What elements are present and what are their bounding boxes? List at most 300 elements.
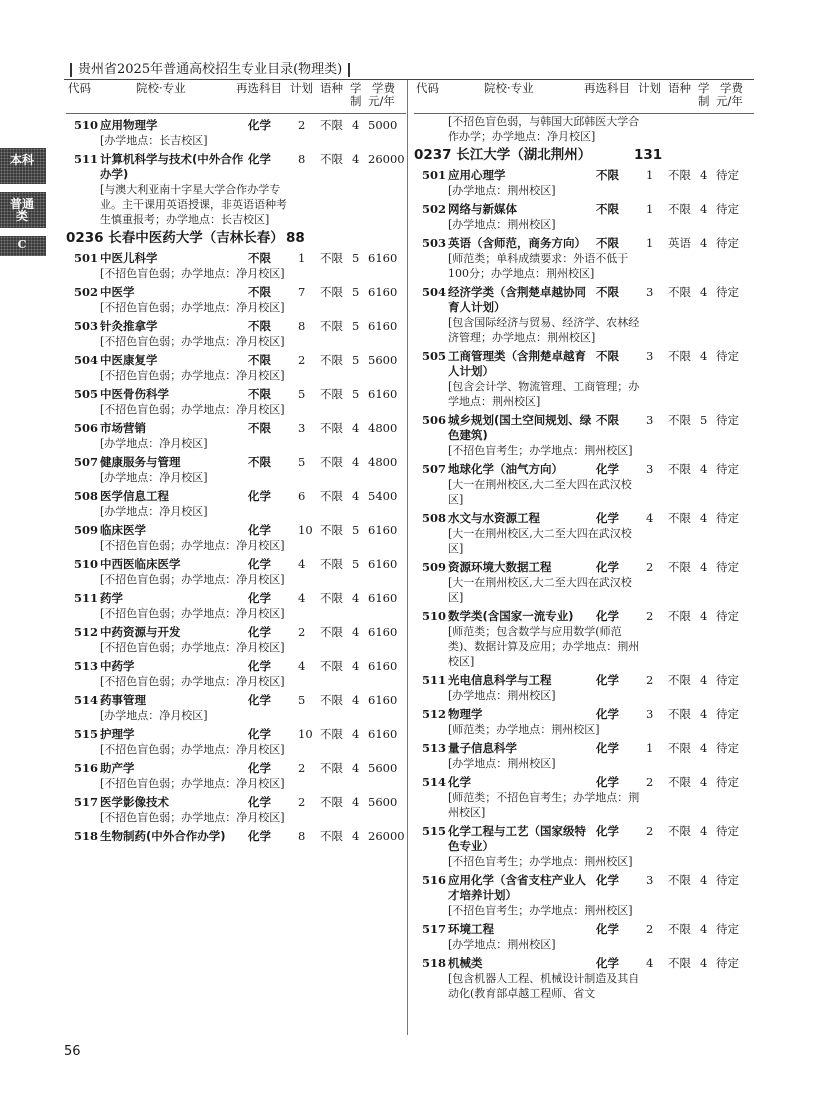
row-subj: 化学: [248, 152, 271, 166]
row-note: [包含会计学、物流管理、工商管理；办学地点：荆州校区]: [448, 380, 640, 408]
row-subj: 化学: [596, 922, 619, 936]
school-code: 0237: [414, 147, 452, 163]
row-fee: 待定: [716, 202, 739, 216]
row-note: [办学地点：净月校区]: [100, 437, 208, 450]
table-row: [414, 775, 756, 820]
row-code: 509: [74, 523, 99, 537]
side-tab-label: C: [17, 238, 27, 251]
table-row: [414, 873, 756, 918]
row-subj: 化学: [596, 511, 619, 525]
row-lang: 不限: [320, 353, 343, 367]
row-code: 509: [422, 560, 447, 574]
row-fee: 待定: [716, 673, 739, 687]
row-code: 506: [422, 413, 447, 427]
row-code: 518: [422, 956, 447, 970]
row-subj: 不限: [596, 168, 619, 182]
row-fee: 待定: [716, 413, 739, 427]
row-plan: 4: [298, 591, 306, 605]
header-bar-right: [348, 63, 350, 77]
col-fee-2: 元/年: [368, 94, 395, 108]
row-note: [不招色盲色弱，与韩国大邱韩医大学合作办学；办学地点：净月校区]: [448, 115, 640, 143]
row-subj: 化学: [248, 659, 271, 673]
row-plan: 2: [298, 625, 306, 639]
col-lang: 语种: [668, 81, 691, 95]
row-code: 507: [74, 455, 99, 469]
table-row: [66, 455, 408, 485]
row-code: 508: [422, 511, 447, 525]
col-years: 学: [350, 81, 362, 95]
row-plan: 3: [646, 285, 654, 299]
row-fee: 待定: [716, 236, 739, 250]
row-plan: 2: [646, 609, 654, 623]
table-row: [414, 922, 756, 952]
table-row: [66, 693, 408, 723]
row-code: 510: [422, 609, 447, 623]
row-yrs: 4: [352, 693, 360, 707]
row-note: [不招色盲色弱；办学地点：净月校区]: [100, 267, 285, 280]
row-yrs: 4: [700, 349, 708, 363]
row-note: [办学地点：净月校区]: [100, 471, 208, 484]
row-fee: 6160: [368, 625, 398, 639]
row-name: 资源环境大数据工程: [448, 560, 552, 574]
table-row: [414, 236, 756, 281]
row-lang: 不限: [668, 202, 691, 216]
table-row: [66, 727, 408, 757]
row-fee: 6160: [368, 659, 398, 673]
right-column: [414, 80, 756, 1001]
row-name: 环境工程: [448, 922, 494, 936]
row-fee: 6160: [368, 285, 398, 299]
row-yrs: 4: [700, 168, 708, 182]
row-plan: 3: [646, 707, 654, 721]
row-lang: 不限: [668, 609, 691, 623]
row-yrs: 4: [700, 609, 708, 623]
row-note: [办学地点：荆州校区]: [448, 218, 556, 231]
row-name: 量子信息科学: [448, 741, 517, 755]
row-plan: 7: [298, 285, 306, 299]
row-name: 应用物理学: [100, 118, 158, 132]
row-plan: 10: [298, 727, 313, 741]
row-name: 医学信息工程: [100, 489, 169, 503]
table-row: [414, 168, 756, 198]
row-lang: 不限: [668, 922, 691, 936]
row-yrs: 4: [352, 455, 360, 469]
col-fee: 学费: [720, 81, 743, 95]
row-name: 药学: [100, 591, 123, 605]
row-plan: 4: [646, 956, 654, 970]
row-yrs: 4: [352, 727, 360, 741]
col-code: 代码: [68, 81, 91, 95]
row-lang: 不限: [668, 673, 691, 687]
row-plan: 2: [646, 824, 654, 838]
table-row: [414, 560, 756, 605]
row-fee: 26000: [368, 829, 405, 843]
row-plan: 2: [298, 353, 306, 367]
row-lang: 不限: [668, 824, 691, 838]
row-name: 网络与新媒体: [448, 202, 517, 216]
row-yrs: 5: [352, 319, 360, 333]
row-lang: 不限: [320, 387, 343, 401]
row-code: 518: [74, 829, 99, 843]
row-subj: 不限: [596, 285, 619, 299]
row-lang: 不限: [668, 349, 691, 363]
row-yrs: 4: [352, 795, 360, 809]
row-plan: 6: [298, 489, 306, 503]
row-plan: 1: [646, 741, 654, 755]
row-yrs: 4: [700, 775, 708, 789]
row-name: 中医儿科学: [100, 251, 158, 265]
row-lang: 不限: [320, 489, 343, 503]
row-yrs: 5: [352, 523, 360, 537]
row-yrs: 4: [352, 591, 360, 605]
row-subj: 不限: [248, 319, 271, 333]
row-code: 512: [74, 625, 99, 639]
row-code: 502: [74, 285, 99, 299]
row-note: [不招色盲色弱；办学地点：净月校区]: [100, 539, 285, 552]
row-fee: 待定: [716, 285, 739, 299]
row-fee: 5400: [368, 489, 398, 503]
row-code: 511: [74, 152, 99, 166]
row-plan: 1: [646, 168, 654, 182]
row-yrs: 4: [700, 824, 708, 838]
row-subj: 不限: [248, 251, 271, 265]
table-row: [414, 707, 756, 737]
row-name: 光电信息科学与工程: [448, 673, 552, 687]
row-name: 中药学: [100, 659, 135, 673]
school-heading: [66, 229, 408, 247]
row-name: 市场营销: [100, 421, 146, 435]
side-tab-c: [0, 236, 46, 256]
row-subj: 不限: [248, 455, 271, 469]
row-code: 515: [74, 727, 99, 741]
row-name: 计算机科学与技术(中外合作办学): [100, 152, 244, 181]
table-row: [414, 202, 756, 232]
row-plan: 8: [298, 152, 306, 166]
row-subj: 化学: [596, 824, 619, 838]
row-code: 516: [422, 873, 447, 887]
row-plan: 10: [298, 523, 313, 537]
row-subj: 不限: [596, 413, 619, 427]
row-fee: 6160: [368, 591, 398, 605]
table-row: [66, 659, 408, 689]
row-name: 城乡规划(国土空间规划、绿色建筑): [448, 413, 592, 442]
table-row: [66, 523, 408, 553]
table-row: [414, 413, 756, 458]
row-fee: 6160: [368, 319, 398, 333]
row-yrs: 4: [700, 462, 708, 476]
row-code: 503: [74, 319, 99, 333]
row-subj: 化学: [596, 741, 619, 755]
table-row: [414, 956, 756, 1001]
row-lang: 不限: [668, 511, 691, 525]
col-years-2: 制: [350, 94, 362, 108]
row-name: 中医骨伤科学: [100, 387, 169, 401]
row-subj: 化学: [248, 625, 271, 639]
row-fee: 待定: [716, 956, 739, 970]
header-title: 贵州省2025年普通高校招生专业目录(物理类): [78, 62, 343, 77]
row-plan: 4: [298, 557, 306, 571]
row-yrs: 5: [352, 285, 360, 299]
school-name: 长春中医药大学（吉林长春）: [108, 230, 284, 246]
row-subj: 化学: [248, 829, 271, 843]
row-yrs: 4: [352, 421, 360, 435]
row-subj: 化学: [248, 727, 271, 741]
row-note: [不招色盲色弱；办学地点：净月校区]: [100, 811, 285, 824]
row-name: 物理学: [448, 707, 483, 721]
row-plan: 4: [646, 511, 654, 525]
row-yrs: 4: [352, 829, 360, 843]
col-subject: 再选科目: [584, 81, 630, 95]
table-row: [66, 319, 408, 349]
col-code: 代码: [416, 81, 439, 95]
table-row: [414, 609, 756, 669]
side-tab-putong: [0, 192, 46, 228]
row-yrs: 4: [352, 118, 360, 132]
row-name: 针灸推拿学: [100, 319, 158, 333]
row-name: 健康服务与管理: [100, 455, 181, 469]
row-name: 中药资源与开发: [100, 625, 181, 639]
row-note: [包含国际经济与贸易、经济学、农林经济管理；办学地点：荆州校区]: [448, 316, 640, 344]
row-lang: 不限: [668, 462, 691, 476]
continuation-note: [414, 114, 756, 144]
table-row: [66, 829, 408, 844]
table-row: [66, 118, 408, 148]
row-name: 机械类: [448, 956, 483, 970]
row-plan: 1: [298, 251, 306, 265]
row-code: 506: [74, 421, 99, 435]
row-fee: 待定: [716, 824, 739, 838]
row-yrs: 4: [700, 741, 708, 755]
row-subj: 不限: [248, 285, 271, 299]
row-code: 515: [422, 824, 447, 838]
row-subj: 化学: [248, 523, 271, 537]
table-row: [414, 673, 756, 703]
row-fee: 待定: [716, 707, 739, 721]
row-plan: 2: [646, 922, 654, 936]
row-note: [大一在荆州校区,大二至大四在武汉校区]: [448, 527, 632, 555]
row-fee: 6160: [368, 727, 398, 741]
row-subj: 化学: [248, 489, 271, 503]
col-lang: 语种: [320, 81, 343, 95]
row-yrs: 4: [700, 673, 708, 687]
row-subj: 化学: [596, 775, 619, 789]
row-note: [不招色盲考生；办学地点：荆州校区]: [448, 904, 633, 917]
row-lang: 不限: [320, 795, 343, 809]
row-code: 511: [422, 673, 447, 687]
row-note: [不招色盲色弱；办学地点：净月校区]: [100, 777, 285, 790]
row-lang: 不限: [320, 421, 343, 435]
table-row: [66, 251, 408, 281]
row-lang: 不限: [668, 168, 691, 182]
row-note: [办学地点：荆州校区]: [448, 689, 556, 702]
row-yrs: 5: [352, 557, 360, 571]
row-subj: 化学: [596, 462, 619, 476]
row-subj: 不限: [596, 236, 619, 250]
table-row: [414, 462, 756, 507]
row-note: [办学地点：荆州校区]: [448, 757, 556, 770]
row-plan: 4: [298, 659, 306, 673]
row-plan: 3: [298, 421, 306, 435]
col-subject: 再选科目: [236, 81, 282, 95]
row-note: [不招色盲色弱；办学地点：净月校区]: [100, 641, 285, 654]
row-plan: 3: [646, 873, 654, 887]
row-yrs: 5: [352, 387, 360, 401]
row-subj: 不限: [248, 421, 271, 435]
row-code: 514: [74, 693, 99, 707]
col-years: 学: [698, 81, 710, 95]
row-fee: 26000: [368, 152, 405, 166]
row-lang: 不限: [320, 625, 343, 639]
row-subj: 化学: [596, 560, 619, 574]
row-lang: 不限: [668, 285, 691, 299]
row-lang: 不限: [320, 319, 343, 333]
row-code: 517: [74, 795, 99, 809]
row-fee: 待定: [716, 168, 739, 182]
row-plan: 1: [646, 236, 654, 250]
row-lang: 不限: [668, 707, 691, 721]
col-plan: 计划: [638, 81, 661, 95]
table-row: [66, 285, 408, 315]
row-note: [不招色盲色弱；办学地点：净月校区]: [100, 573, 285, 586]
row-lang: 不限: [320, 523, 343, 537]
table-row: [66, 489, 408, 519]
row-name: 药事管理: [100, 693, 146, 707]
row-code: 510: [74, 118, 99, 132]
table-row: [66, 795, 408, 825]
row-plan: 2: [646, 775, 654, 789]
row-code: 505: [74, 387, 99, 401]
row-code: 504: [74, 353, 99, 367]
row-plan: 3: [646, 462, 654, 476]
row-lang: 不限: [320, 761, 343, 775]
row-yrs: 4: [352, 761, 360, 775]
row-plan: 2: [298, 118, 306, 132]
school-plan: 88: [286, 230, 305, 246]
row-yrs: 4: [700, 873, 708, 887]
row-subj: 不限: [248, 387, 271, 401]
row-fee: 6160: [368, 557, 398, 571]
column-header: [66, 80, 408, 114]
table-row: [414, 741, 756, 771]
row-code: 516: [74, 761, 99, 775]
row-lang: 不限: [320, 118, 343, 132]
row-plan: 2: [298, 761, 306, 775]
row-fee: 6160: [368, 387, 398, 401]
row-lang: 不限: [320, 591, 343, 605]
row-plan: 5: [298, 693, 306, 707]
col-fee: 学费: [372, 81, 395, 95]
row-note: [师范类；单科成绩要求：外语不低于100分；办学地点：荆州校区]: [448, 252, 629, 280]
row-plan: 2: [298, 795, 306, 809]
row-note: [与澳大利亚南十字星大学合作办学专业。主干课用英语授课，非英语语种考生慎重报考；办学地点：长吉校区]: [100, 183, 287, 226]
row-lang: 不限: [320, 455, 343, 469]
row-note: [师范类；包含数学与应用数学(师范类)、数据计算及应用；办学地点：荆州校区]: [448, 625, 640, 668]
row-fee: 待定: [716, 873, 739, 887]
row-subj: 化学: [596, 673, 619, 687]
row-name: 生物制药(中外合作办学): [100, 829, 226, 843]
row-code: 513: [74, 659, 99, 673]
row-note: [大一在荆州校区,大二至大四在武汉校区]: [448, 576, 632, 604]
row-subj: 化学: [596, 609, 619, 623]
table-row: [66, 152, 408, 227]
side-tabs: [0, 148, 46, 264]
row-fee: 5600: [368, 795, 398, 809]
row-lang: 不限: [320, 251, 343, 265]
row-code: 508: [74, 489, 99, 503]
table-row: [414, 824, 756, 869]
left-column: [66, 80, 408, 844]
table-row: [66, 421, 408, 451]
row-subj: 不限: [248, 353, 271, 367]
row-code: 511: [74, 591, 99, 605]
row-note: [不招色盲考生；办学地点：荆州校区]: [448, 444, 633, 457]
row-note: [包含机器人工程、机械设计制造及其自动化(教育部卓越工程师、省文: [448, 972, 640, 1000]
row-fee: 6160: [368, 693, 398, 707]
row-fee: 4800: [368, 455, 398, 469]
header-bar-left: [70, 63, 72, 77]
row-name: 地球化学（油气方向）: [448, 462, 563, 476]
row-lang: 不限: [320, 659, 343, 673]
row-yrs: 4: [352, 152, 360, 166]
row-note: [不招色盲色弱；办学地点：净月校区]: [100, 607, 285, 620]
row-fee: 待定: [716, 609, 739, 623]
side-tab-label: 本科: [9, 153, 34, 167]
row-lang: 不限: [668, 956, 691, 970]
row-yrs: 4: [352, 659, 360, 673]
row-name: 化学: [448, 775, 471, 789]
table-row: [66, 625, 408, 655]
row-note: [师范类；办学地点：荆州校区]: [448, 723, 600, 736]
row-yrs: 4: [700, 922, 708, 936]
row-fee: 待定: [716, 775, 739, 789]
row-name: 经济学类（含荆楚卓越协同育人计划）: [448, 285, 586, 314]
row-note: [办学地点：荆州校区]: [448, 184, 556, 197]
row-note: [不招色盲色弱；办学地点：净月校区]: [100, 675, 285, 688]
row-code: 510: [74, 557, 99, 571]
row-subj: 化学: [596, 707, 619, 721]
row-lang: 不限: [668, 873, 691, 887]
row-subj: 化学: [248, 795, 271, 809]
row-name: 医学影像技术: [100, 795, 169, 809]
row-plan: 5: [298, 387, 306, 401]
row-lang: 不限: [668, 560, 691, 574]
row-name: 数学类(含国家一流专业): [448, 609, 574, 623]
school-name: 长江大学（湖北荆州）: [456, 147, 592, 163]
row-code: 507: [422, 462, 447, 476]
row-name: 中西医临床医学: [100, 557, 181, 571]
column-header: [414, 80, 756, 114]
row-yrs: 5: [352, 251, 360, 265]
row-yrs: 4: [700, 202, 708, 216]
row-yrs: 4: [700, 707, 708, 721]
row-lang: 英语: [668, 236, 691, 250]
col-plan: 计划: [290, 81, 313, 95]
row-plan: 8: [298, 319, 306, 333]
table-row: [414, 349, 756, 409]
row-name: 英语（含师范，商务方向）: [448, 236, 586, 250]
row-note: [办学地点：荆州校区]: [448, 938, 556, 951]
row-code: 503: [422, 236, 447, 250]
row-name: 中医康复学: [100, 353, 158, 367]
row-code: 505: [422, 349, 447, 363]
row-fee: 待定: [716, 741, 739, 755]
row-fee: 5600: [368, 353, 398, 367]
row-code: 502: [422, 202, 447, 216]
row-yrs: 4: [700, 511, 708, 525]
row-fee: 6160: [368, 523, 398, 537]
school-plan: 131: [634, 147, 663, 163]
table-row: [66, 761, 408, 791]
